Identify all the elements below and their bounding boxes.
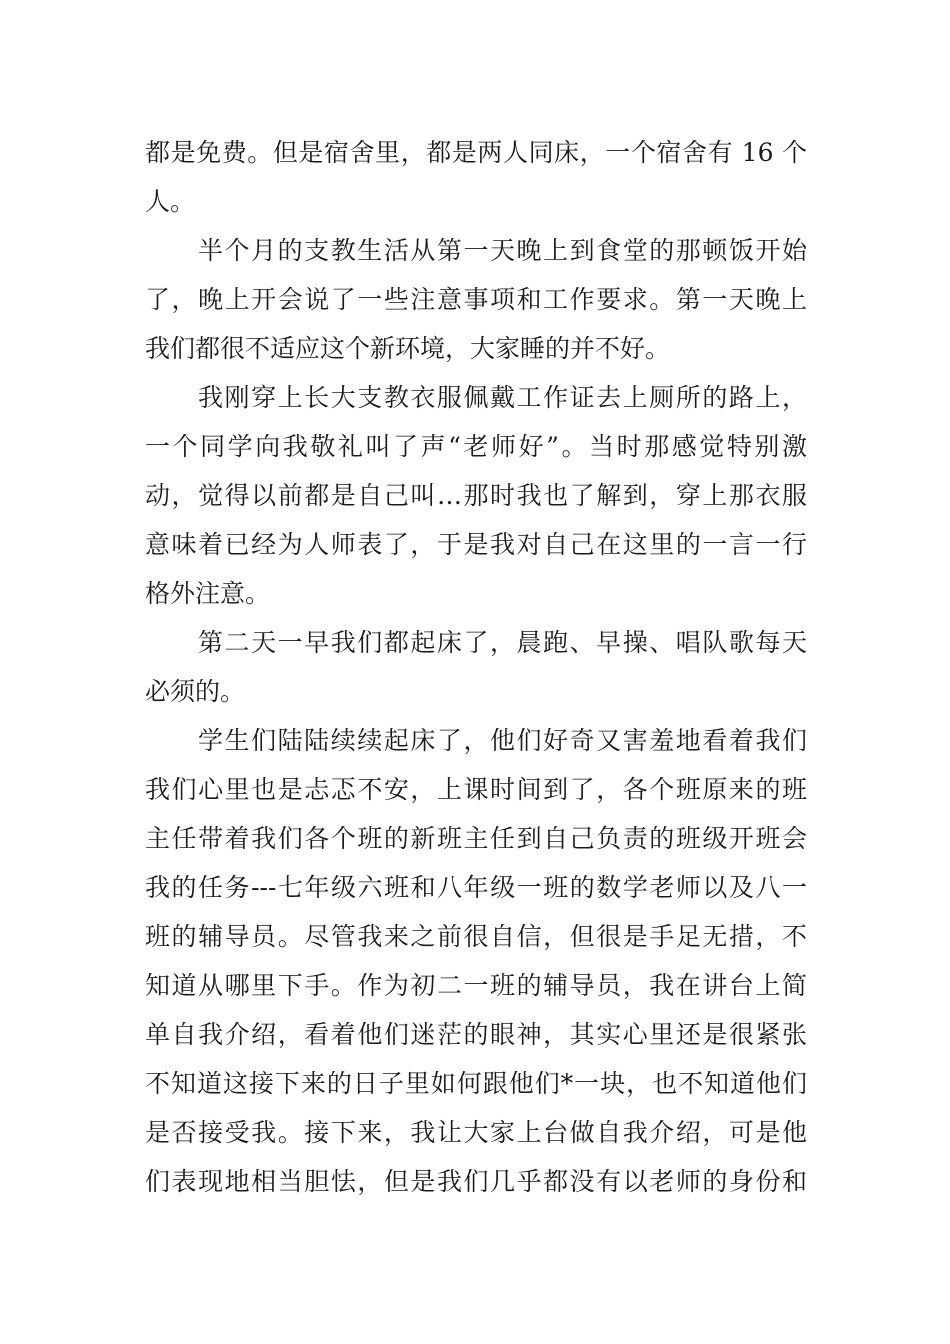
text-line: 单自我介绍，看着他们迷茫的眼神，其实心里还是很紧张 (145, 1020, 807, 1049)
paragraph-start-line: 第二天一早我们都起床了，晨跑、早操、唱队歌每天 (198, 628, 807, 657)
paragraph-start-line: 我刚穿上长大支教衣服佩戴工作证去上厕所的路上， (198, 383, 807, 412)
text-line: 主任带着我们各个班的新班主任到自己负责的班级开班会 (145, 824, 807, 853)
text-line: 班的辅导员。尽管我来之前很自信，但很是手足无措，不 (145, 922, 807, 951)
text-line: 格外注意。 (145, 579, 271, 608)
text-line: 都是免费。但是宿舍里，都是两人同床，一个宿舍有 16 个 (145, 138, 807, 167)
text-line: 动，觉得以前都是自己叫…那时我也了解到，穿上那衣服 (145, 481, 807, 510)
text-line: 不知道这接下来的日子里如何跟他们*一块，也不知道他们 (145, 1069, 807, 1098)
paragraph-start-line: 半个月的支教生活从第一天晚上到食堂的那顿饭开始 (198, 236, 807, 265)
body-text (145, 128, 807, 1206)
paragraph-start-line: 学生们陆陆续续起床了，他们好奇又害羞地看着我们 (198, 726, 807, 755)
text-line: 我的任务---七年级六班和八年级一班的数学老师以及八一 (145, 873, 807, 902)
text-line: 意味着已经为人师表了，于是我对自己在这里的一言一行 (145, 530, 807, 559)
text-line: 是否接受我。接下来，我让大家上台做自我介绍，可是他 (145, 1118, 807, 1147)
text-line: 了，晚上开会说了一些注意事项和工作要求。第一天晚上 (145, 285, 807, 314)
text-line: 们表现地相当胆怯，但是我们几乎都没有以老师的身份和 (145, 1167, 807, 1196)
text-line: 必须的。 (145, 677, 246, 706)
text-line: 知道从哪里下手。作为初二一班的辅导员，我在讲台上简 (145, 971, 807, 1000)
text-line: 我们都很不适应这个新环境，大家睡的并不好。 (145, 334, 671, 363)
text-line: 人。 (145, 187, 196, 216)
text-line: 一个同学向我敬礼叫了声“老师好”。当时那感觉特别激 (145, 432, 807, 461)
text-line: 我们心里也是忐忑不安，上课时间到了，各个班原来的班 (145, 775, 807, 804)
